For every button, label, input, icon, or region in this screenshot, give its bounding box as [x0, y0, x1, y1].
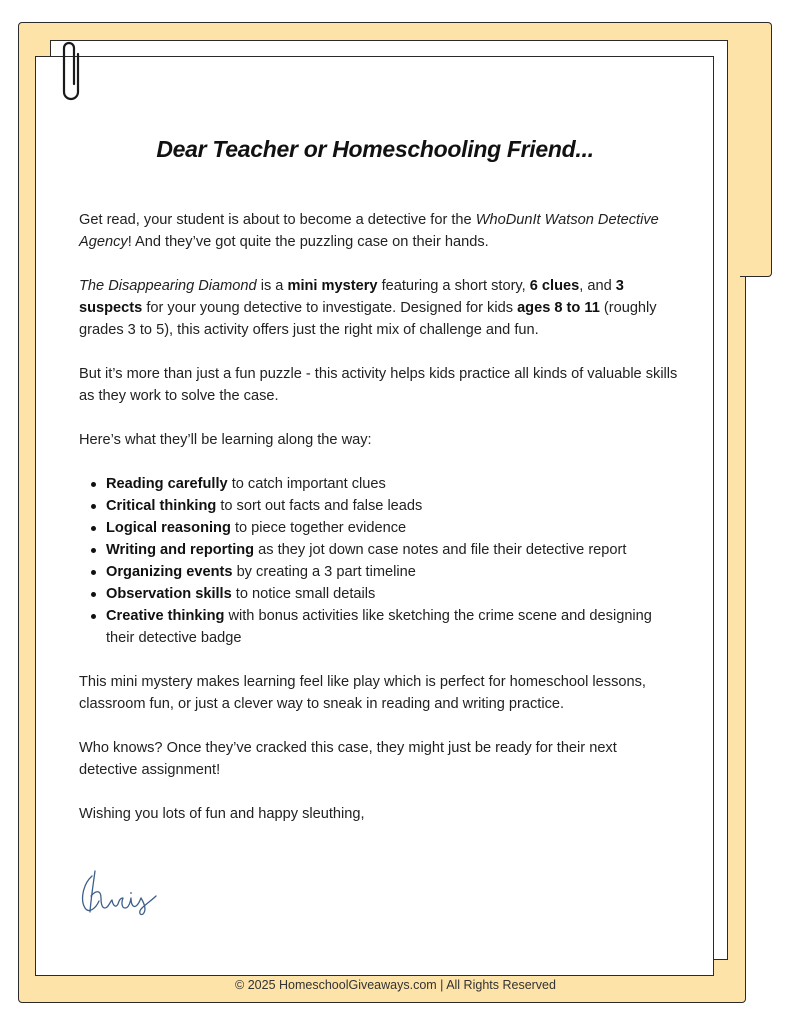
skill-item: Observation skills to notice small details	[106, 583, 679, 605]
story-title: The Disappearing Diamond	[79, 278, 257, 294]
agency-name: WhoDunIt Watson Detective Agency	[79, 212, 659, 250]
copyright-footer: © 2025 HomeschoolGiveaways.com | All Rights Reserved	[235, 978, 556, 992]
next-assignment-paragraph: Who knows? Once they’ve cracked this case, they might just be ready for their next detective assignment!	[79, 740, 617, 778]
closing-paragraph: This mini mystery makes learning feel like play which is perfect for homeschool lessons, classroom fun, or just a clever way to sneak in reading and writing practice.	[79, 674, 646, 712]
skill-item: Organizing events by creating a 3 part timeline	[106, 561, 679, 583]
folder-tab	[740, 22, 772, 277]
mystery-description: The Disappearing Diamond is a mini mystery featuring a short story, 6 clues, and 3 suspects for your young detective to investigate. Designed for kids ages 8 to 11 (roughly grades 3 to 5), this activity offers just the right mix of challenge and fun.	[79, 278, 657, 338]
skill-item: Creative thinking with bonus activities like sketching the crime scene and designing their detective badge	[106, 605, 679, 649]
signature	[78, 868, 158, 916]
paperclip-icon	[57, 40, 87, 106]
skill-item: Critical thinking to sort out facts and false leads	[106, 495, 679, 517]
letter-body	[79, 209, 679, 847]
skill-item: Writing and reporting as they jot down case notes and file their detective report	[106, 539, 679, 561]
skill-item: Reading carefully to catch important clues	[106, 473, 679, 495]
skill-item: Logical reasoning to piece together evidence	[106, 517, 679, 539]
skills-list	[79, 473, 679, 649]
letter-title: Dear Teacher or Homeschooling Friend...	[156, 136, 594, 162]
learning-lead-in: Here’s what they’ll be learning along the way:	[79, 432, 372, 448]
skills-intro-paragraph: But it’s more than just a fun puzzle - this activity helps kids practice all kinds of valuable skills as they work to solve the case.	[79, 366, 678, 404]
sign-off: Wishing you lots of fun and happy sleuthing,	[79, 806, 365, 822]
intro-paragraph: Get read, your student is about to become a detective for the WhoDunIt Watson Detective Agency! And they’ve got quite the puzzling case on their hands.	[79, 212, 659, 250]
